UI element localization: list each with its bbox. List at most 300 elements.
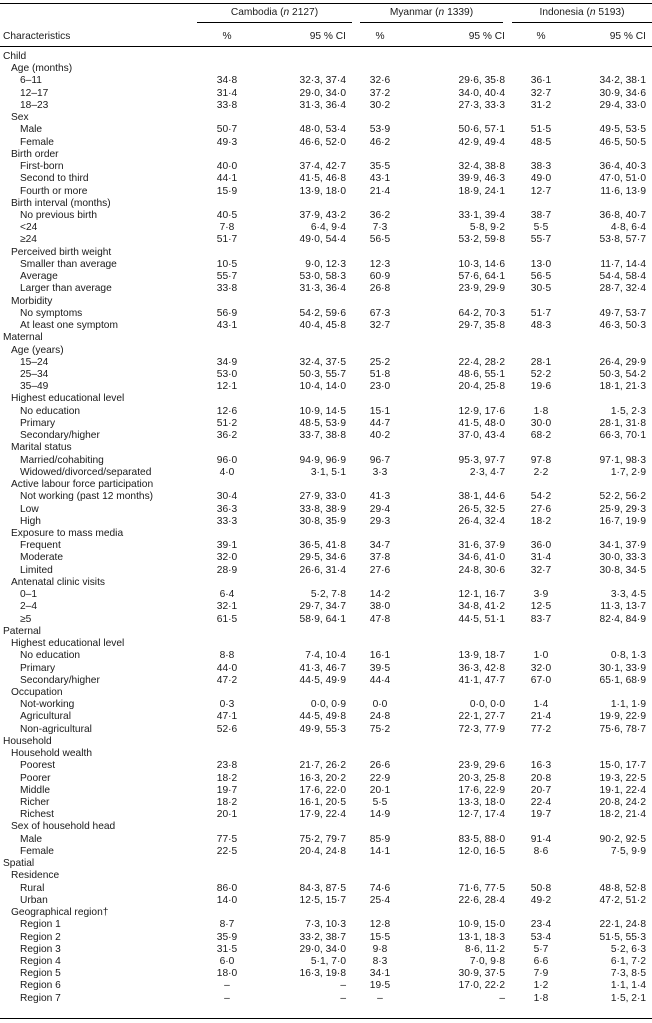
- ci-cell: 29·5, 34·6: [299, 552, 346, 564]
- ci-cell: 13·1, 18·3: [458, 931, 505, 943]
- table-row: [0, 467, 652, 479]
- table-row: [0, 846, 652, 858]
- percent-cell: 22·5: [216, 845, 238, 857]
- table-row: [0, 259, 652, 271]
- percent-cell: 44·7: [369, 417, 391, 429]
- row-label: Agricultural: [20, 711, 71, 723]
- row-label: Moderate: [20, 552, 64, 564]
- percent-cell: 41·3: [369, 491, 391, 503]
- ci-cell: 3·3, 4·5: [610, 589, 646, 601]
- percent-cell: 3·3: [372, 466, 388, 478]
- percent-cell: 47·8: [369, 613, 391, 625]
- table-row: [0, 381, 652, 393]
- percent-cell: 53·0: [216, 368, 238, 380]
- percent-cell: 77·5: [216, 833, 238, 845]
- row-label: Region 1: [20, 919, 61, 931]
- table-row: [0, 210, 652, 222]
- table-row: [0, 491, 652, 503]
- ci-cell: 29·7, 35·8: [458, 320, 505, 332]
- percent-cell: 49·3: [216, 136, 238, 148]
- row-label: Female: [20, 845, 54, 857]
- ci-cell: 83·5, 88·0: [458, 833, 505, 845]
- ci-cell: 23·9, 29·6: [458, 760, 505, 772]
- row-label: Sex of household head: [11, 821, 116, 833]
- row-label: Widowed/divorced/separated: [20, 466, 152, 478]
- percent-cell: 30·5: [530, 283, 552, 295]
- cambodia-group-rule: [197, 22, 352, 23]
- ci-cell: 64·2, 70·3: [458, 307, 505, 319]
- percent-cell: 23·0: [369, 381, 391, 393]
- sample-size-symbol: n: [283, 7, 290, 18]
- table-bottom-rule: [0, 1018, 652, 1019]
- table-row: [0, 100, 652, 112]
- percent-cell: 8·7: [219, 919, 235, 931]
- percent-cell: 38·3: [530, 161, 552, 173]
- table-row: [0, 540, 652, 552]
- country-name: Cambodia: [230, 7, 278, 18]
- percent-cell: 6·6: [533, 956, 549, 968]
- sample-size-value: 1339: [447, 7, 470, 18]
- ci-cell: 1·7, 2·9: [610, 466, 646, 478]
- percent-cell: 20·1: [216, 809, 238, 821]
- percent-cell: 24·8: [369, 711, 391, 723]
- percent-cell: 16·1: [369, 650, 391, 662]
- ci-cell: 41·1, 47·7: [458, 674, 505, 686]
- percent-cell: 8·6: [533, 845, 549, 857]
- ci-cell: 47·2, 51·2: [599, 894, 646, 906]
- ci-cell: 18·1, 21·3: [599, 381, 646, 393]
- percent-cell: 86·0: [216, 882, 238, 894]
- percent-cell: 83·7: [530, 613, 552, 625]
- subsection-row: [0, 149, 652, 161]
- percent-cell: 26·8: [369, 283, 391, 295]
- row-label: 18–23: [20, 99, 49, 111]
- ci-cell: 13·9, 18·7: [458, 650, 505, 662]
- ci-cell: 90·2, 92·5: [599, 833, 646, 845]
- row-label: Birth order: [11, 148, 59, 160]
- table-row: [0, 956, 652, 968]
- ci-cell: 52·2, 56·2: [599, 491, 646, 503]
- ci-cell: 11·6, 13·9: [600, 185, 646, 197]
- percent-cell: 31·2: [530, 99, 552, 111]
- section-row: [0, 736, 652, 748]
- table-row: [0, 932, 652, 944]
- percent-cell: 1·4: [533, 699, 549, 711]
- ci-cell: 11·7, 14·4: [600, 258, 646, 270]
- row-label: High: [20, 515, 41, 527]
- percent-cell: 14·1: [369, 845, 391, 857]
- percent-cell: 55·7: [530, 234, 552, 246]
- percent-cell: 38·0: [369, 601, 391, 613]
- row-label: Region 4: [20, 956, 61, 968]
- table-row: [0, 883, 652, 895]
- ci-cell: 13·3, 18·0: [458, 797, 505, 809]
- percent-cell: 38·7: [530, 209, 552, 221]
- ci-cell: 1·1, 1·9: [610, 699, 646, 711]
- row-label: Child: [3, 51, 27, 62]
- ci-cell: 40·4, 45·8: [299, 320, 346, 332]
- row-label: 2–4: [20, 601, 37, 613]
- table-row: [0, 320, 652, 332]
- country-name: Myanmar: [389, 7, 433, 18]
- table-row: [0, 895, 652, 907]
- ci-cell: 22·1, 27·7: [458, 711, 505, 723]
- ci-cell: 41·3, 46·7: [299, 662, 346, 674]
- row-label: Age (years): [11, 344, 64, 356]
- ci-cell: 44·5, 51·1: [458, 613, 505, 625]
- percent-cell: 20·8: [530, 772, 552, 784]
- row-label: No education: [20, 650, 81, 662]
- ci-cell: 29·4, 33·0: [599, 99, 646, 111]
- ci-cell: 9·0, 12·3: [305, 258, 346, 270]
- row-label: No previous birth: [20, 209, 98, 221]
- ci-cell: 7·4, 10·4: [305, 650, 346, 662]
- ci-cell: 8·6, 11·2: [464, 943, 505, 955]
- ci-cell: 4·8, 6·4: [610, 222, 646, 234]
- percent-cell: 12·1: [216, 381, 238, 393]
- table-row: [0, 699, 652, 711]
- ci-cell: 33·1, 39·4: [458, 209, 505, 221]
- percent-cell: 25·4: [369, 894, 391, 906]
- ci-cell: 53·0, 58·3: [299, 271, 346, 283]
- percent-cell: 50·7: [216, 124, 238, 136]
- ci-cell: 23·9, 29·9: [458, 283, 505, 295]
- sample-size-value: 2127: [292, 7, 315, 18]
- subsection-row: [0, 577, 652, 589]
- subsection-row: [0, 638, 652, 650]
- ci-cell: 1·1, 1·4: [610, 980, 646, 992]
- ci-cell: 30·0, 33·3: [599, 552, 646, 564]
- row-label: Limited: [20, 564, 53, 576]
- percent-cell: 34·8: [216, 75, 238, 87]
- ci-cell: 20·4, 24·8: [299, 845, 346, 857]
- percent-cell: 51·5: [530, 124, 552, 136]
- percent-cell: 12·5: [530, 601, 552, 613]
- table-row: [0, 993, 652, 1005]
- percent-cell: 44·4: [369, 674, 391, 686]
- row-label: 35–49: [20, 381, 49, 393]
- ci-cell: –: [340, 992, 346, 1004]
- row-label: Highest educational level: [11, 638, 125, 650]
- row-label: Male: [20, 124, 43, 136]
- ci-cell: 49·9, 55·3: [299, 723, 346, 735]
- table-row: [0, 234, 652, 246]
- ci-cell: 12·9, 17·6: [458, 405, 505, 417]
- percent-cell: 12·6: [216, 405, 238, 417]
- percent-cell: 60·9: [369, 271, 391, 283]
- row-label: No education: [20, 405, 81, 417]
- table-row: [0, 663, 652, 675]
- ci-cell: 15·0, 17·7: [599, 760, 646, 772]
- ci-cell: 41·5, 48·0: [458, 417, 505, 429]
- row-label: Frequent: [20, 540, 61, 552]
- percent-cell: 32·1: [216, 601, 238, 613]
- ci-cell: 53·8, 57·7: [599, 234, 646, 246]
- ci-cell: 30·9, 37·5: [458, 968, 505, 980]
- ci-cell: 12·7, 17·4: [458, 809, 505, 821]
- row-label: Region 3: [20, 943, 61, 955]
- percent-cell: 31·4: [530, 552, 552, 564]
- ci-cell: 30·1, 33·9: [599, 662, 646, 674]
- ci-cell: 26·5, 32·5: [458, 503, 505, 515]
- percent-cell: 6·4: [219, 589, 235, 601]
- ci-cell: 48·8, 52·8: [599, 882, 646, 894]
- row-label: ≥5: [20, 613, 32, 625]
- table-row: [0, 565, 652, 577]
- table-row: [0, 809, 652, 821]
- table-row: [0, 650, 652, 662]
- ci-cell: 26·4, 29·9: [599, 356, 646, 368]
- table-row: [0, 834, 652, 846]
- ci-cell: 84·3, 87·5: [299, 882, 346, 894]
- percent-cell: 36·1: [530, 75, 552, 87]
- ci-cell: 97·1, 98·3: [599, 454, 646, 466]
- ci-cell: 54·2, 59·6: [299, 307, 346, 319]
- row-label: At least one symptom: [20, 320, 118, 332]
- ci-cell: 50·3, 54·2: [599, 368, 646, 380]
- row-label: Poorer: [20, 772, 51, 784]
- table-row: [0, 980, 652, 992]
- row-label: Smaller than average: [20, 258, 117, 270]
- subsection-row: [0, 907, 652, 919]
- percent-cell: 75·2: [369, 723, 391, 735]
- ci-cell: 75·2, 79·7: [299, 833, 346, 845]
- subsection-row: [0, 296, 652, 308]
- percent-cell: 7·9: [533, 968, 549, 980]
- row-label: Morbidity: [11, 295, 53, 307]
- country-name: Indonesia: [539, 7, 584, 18]
- row-label: Highest educational level: [11, 393, 125, 405]
- percent-cell: 33·8: [216, 283, 238, 295]
- row-label: 12–17: [20, 87, 49, 99]
- ci-cell: 24·8, 30·6: [458, 564, 505, 576]
- percent-cell: 39·1: [216, 540, 238, 552]
- ci-cell: 16·3, 19·8: [299, 968, 346, 980]
- ci-cell: 50·3, 55·7: [299, 368, 346, 380]
- sample-size-symbol: n: [589, 7, 596, 18]
- ci-cell: 10·9, 14·5: [299, 405, 346, 417]
- ci-cell: 10·3, 14·6: [458, 258, 505, 270]
- indonesia-ci-header: 95 % CI: [609, 31, 646, 42]
- ci-cell: 32·4, 37·5: [299, 356, 346, 368]
- ci-cell: 18·9, 24·1: [458, 185, 505, 197]
- percent-cell: 16·3: [530, 760, 552, 772]
- row-label: Region 5: [20, 968, 61, 980]
- percent-cell: 40·0: [216, 161, 238, 173]
- ci-cell: 5·8, 9·2: [469, 222, 505, 234]
- ci-cell: 20·4, 25·8: [458, 381, 505, 393]
- percent-cell: 36·3: [216, 503, 238, 515]
- ci-cell: 7·3, 8·5: [610, 968, 646, 980]
- ci-cell: 20·8, 24·2: [599, 797, 646, 809]
- percent-cell: 22·9: [369, 772, 391, 784]
- percent-cell: 23·4: [530, 919, 552, 931]
- percent-cell: –: [224, 980, 230, 992]
- indonesia-pct-header: %: [536, 31, 546, 42]
- ci-cell: 17·9, 22·4: [299, 809, 346, 821]
- percent-cell: 1·2: [533, 980, 549, 992]
- ci-cell: 19·9, 22·9: [599, 711, 646, 723]
- ci-cell: 94·9, 96·9: [299, 454, 346, 466]
- row-label: Low: [20, 503, 39, 515]
- ci-cell: 16·7, 19·9: [599, 515, 646, 527]
- percent-cell: 22·4: [530, 797, 552, 809]
- country-group-header: Cambodia (n 2127): [230, 7, 319, 18]
- ci-cell: 12·5, 15·7: [299, 894, 346, 906]
- ci-cell: 31·3, 36·4: [299, 283, 346, 295]
- percent-cell: 32·6: [369, 75, 391, 87]
- section-row: [0, 51, 652, 63]
- percent-cell: 53·4: [530, 931, 552, 943]
- ci-cell: 22·1, 24·8: [599, 919, 646, 931]
- ci-cell: 33·8, 38·9: [299, 503, 346, 515]
- table-row: [0, 186, 652, 198]
- subsection-row: [0, 63, 652, 75]
- row-label: Urban: [20, 894, 48, 906]
- table-row: [0, 161, 652, 173]
- table-row: [0, 944, 652, 956]
- ci-cell: 1·5, 2·3: [610, 405, 646, 417]
- row-label: Larger than average: [20, 283, 112, 295]
- ci-cell: 10·4, 14·0: [299, 381, 346, 393]
- ci-cell: 51·5, 55·3: [599, 931, 646, 943]
- cambodia-ci-header: 95 % CI: [309, 31, 346, 42]
- table-row: [0, 124, 652, 136]
- row-label: Not working (past 12 months): [20, 491, 154, 503]
- percent-cell: 96·7: [369, 454, 391, 466]
- percent-cell: 67·3: [369, 307, 391, 319]
- percent-cell: 68·2: [530, 430, 552, 442]
- percent-cell: 55·7: [216, 271, 238, 283]
- table-row: [0, 785, 652, 797]
- percent-cell: 14·2: [369, 589, 391, 601]
- table-row: [0, 283, 652, 295]
- percent-cell: 44·0: [216, 662, 238, 674]
- table-row: [0, 711, 652, 723]
- row-label: Primary: [20, 417, 56, 429]
- row-label: Not-working: [20, 699, 75, 711]
- table-row: [0, 773, 652, 785]
- header-bottom-rule: [0, 46, 652, 47]
- percent-cell: 31·5: [216, 943, 238, 955]
- percent-cell: 31·4: [216, 87, 238, 99]
- ci-cell: 47·0, 51·0: [599, 173, 646, 185]
- table-row: [0, 601, 652, 613]
- ci-cell: 42·9, 49·4: [458, 136, 505, 148]
- percent-cell: 19·7: [216, 784, 238, 796]
- percent-cell: 1·8: [533, 405, 549, 417]
- percent-cell: 40·2: [369, 430, 391, 442]
- percent-cell: 51·2: [216, 417, 238, 429]
- subsection-row: [0, 198, 652, 210]
- row-label: Richest: [20, 809, 54, 821]
- percent-cell: 40·5: [216, 209, 238, 221]
- myanmar-group-rule: [360, 22, 503, 23]
- percent-cell: 67·0: [530, 674, 552, 686]
- percent-cell: 12·7: [530, 185, 552, 197]
- percent-cell: 9·8: [372, 943, 388, 955]
- percent-cell: 12·3: [369, 258, 391, 270]
- ci-cell: 0·0, 0·0: [469, 699, 505, 711]
- percent-cell: 97·8: [530, 454, 552, 466]
- table-row: [0, 88, 652, 100]
- percent-cell: 33·8: [216, 99, 238, 111]
- row-label: <24: [20, 222, 38, 234]
- ci-cell: 2·3, 4·7: [469, 466, 505, 478]
- ci-cell: 22·6, 28·4: [458, 894, 505, 906]
- percent-cell: 43·1: [369, 173, 391, 185]
- table-row: [0, 797, 652, 809]
- myanmar-ci-header: 95 % CI: [468, 31, 505, 42]
- percent-cell: 48·5: [530, 136, 552, 148]
- ci-cell: 54·4, 58·4: [599, 271, 646, 283]
- percent-cell: 19·6: [530, 381, 552, 393]
- percent-cell: 10·5: [216, 258, 238, 270]
- ci-cell: 53·2, 59·8: [458, 234, 505, 246]
- row-label: First-born: [20, 161, 64, 173]
- ci-cell: 65·1, 68·9: [599, 674, 646, 686]
- percent-cell: 29·3: [369, 515, 391, 527]
- ci-cell: 11·3, 13·7: [600, 601, 646, 613]
- ci-cell: 44·5, 49·8: [299, 711, 346, 723]
- percent-cell: 96·0: [216, 454, 238, 466]
- percent-cell: 49·2: [530, 894, 552, 906]
- subsection-row: [0, 345, 652, 357]
- percent-cell: 5·5: [372, 797, 388, 809]
- table-row: [0, 406, 652, 418]
- percent-cell: 46·2: [369, 136, 391, 148]
- ci-cell: 32·4, 38·8: [458, 161, 505, 173]
- table-row: [0, 173, 652, 185]
- row-label: 25–34: [20, 368, 49, 380]
- ci-cell: 72·3, 77·9: [458, 723, 505, 735]
- percent-cell: 0·3: [219, 699, 235, 711]
- row-label: Male: [20, 833, 43, 845]
- percent-cell: 44·1: [216, 173, 238, 185]
- subsection-row: [0, 247, 652, 259]
- ci-cell: 49·0, 54·4: [299, 234, 346, 246]
- country-group-header: Indonesia (n 5193): [539, 7, 625, 18]
- percent-cell: 14·0: [216, 894, 238, 906]
- row-label: Household wealth: [11, 748, 92, 760]
- table-top-rule: [0, 3, 652, 4]
- ci-cell: 28·7, 32·4: [599, 283, 646, 295]
- ci-cell: 17·0, 22·2: [458, 980, 505, 992]
- row-label: Region 6: [20, 980, 61, 992]
- row-label: Fourth or more: [20, 185, 88, 197]
- subsection-row: [0, 528, 652, 540]
- percent-cell: 56·5: [530, 271, 552, 283]
- row-label: Exposure to mass media: [11, 527, 124, 539]
- ci-cell: 57·6, 64·1: [458, 271, 505, 283]
- table-row: [0, 222, 652, 234]
- percent-cell: 3·9: [533, 589, 549, 601]
- percent-cell: 49·0: [530, 173, 552, 185]
- row-label: Primary: [20, 662, 56, 674]
- ci-cell: 38·1, 44·6: [458, 491, 505, 503]
- ci-cell: 29·0, 34·0: [299, 943, 346, 955]
- percent-cell: 74·6: [369, 882, 391, 894]
- row-label: Paternal: [3, 625, 41, 637]
- percent-cell: 2·2: [533, 466, 549, 478]
- percent-cell: 18·2: [216, 797, 238, 809]
- percent-cell: 37·8: [369, 552, 391, 564]
- table-row: [0, 675, 652, 687]
- ci-cell: 16·3, 20·2: [299, 772, 346, 784]
- ci-cell: 19·3, 22·5: [599, 772, 646, 784]
- table-row: [0, 357, 652, 369]
- row-label: Poorest: [20, 760, 56, 772]
